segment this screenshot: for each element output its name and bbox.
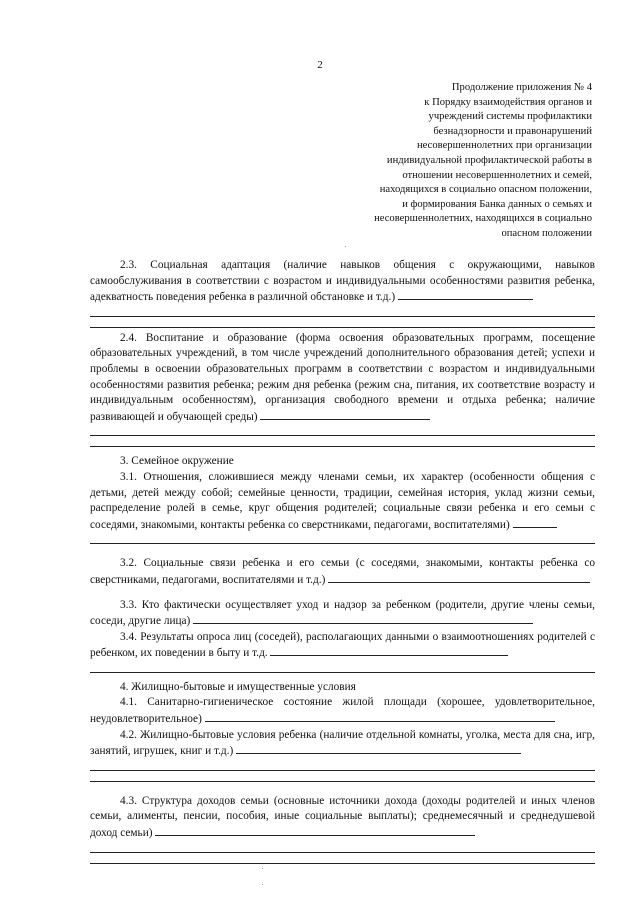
answer-line[interactable]: [90, 672, 595, 673]
section-4-2-text: 4.2. Жилищно-бытовые условия ребенка (наличие отдельной комнаты, уголка, места для сна, игр, занятий, игрушек, книг и т.д.): [90, 728, 595, 758]
section-4-1-text: 4.1. Санитарно-гигиеническое состояние жилой площади (хорошее, удовлетворительное, неудовлетворительное): [90, 696, 595, 726]
answer-field[interactable]: [205, 711, 555, 722]
answer-field[interactable]: [398, 289, 533, 300]
header-line: и формирования Банка данных о семьях и: [402, 198, 592, 210]
header-line: индивидуальной профилактической работы в: [386, 154, 592, 166]
section-3-2: [90, 556, 595, 588]
answer-line[interactable]: [90, 770, 595, 771]
header-line: учреждений системы профилактики: [428, 111, 592, 123]
section-3-4-text: 3.4. Результаты опроса лиц (соседей), располагающих данными о взаимоотношениях родителей с ребенком, их поведении в быту и т.д.: [90, 630, 595, 660]
header-line: безнадзорности и правонарушений: [433, 125, 592, 137]
scan-speck: [262, 868, 263, 869]
section-3-2-text: 3.2. Социальные связи ребенка и его семьи (с соседями, знакомыми, контакты ребенка со сверстниками, педагогами, воспитателями и т.д.): [90, 557, 595, 586]
answer-line[interactable]: [90, 863, 595, 864]
header-line: опасном положении: [501, 227, 592, 239]
header-line: к Порядку взаимодействия органов и: [424, 96, 592, 108]
section-4-title: 4. Жилищно-бытовые и имущественные условия: [120, 680, 356, 693]
answer-line[interactable]: [90, 327, 595, 328]
section-3-3: [90, 598, 595, 630]
scan-speck: [262, 884, 263, 885]
form-body: [90, 258, 595, 867]
section-2-3-text: 2.3. Социальная адаптация (наличие навыков общения с окружающими, навыков самообслуживания в соответствии с возрастом и индивидуальными особенностями развития ребенка, адекватность поведения ребенка в различной обстановке и т.д.): [90, 259, 595, 304]
appendix-header: [292, 81, 592, 242]
section-3-1: [90, 470, 595, 533]
section-3-4: [90, 630, 595, 662]
answer-line[interactable]: [90, 781, 595, 782]
answer-line[interactable]: [90, 852, 595, 853]
answer-field[interactable]: [260, 409, 430, 420]
header-line: находящихся в социально опасном положении,: [379, 184, 592, 196]
section-3-1-text: 3.1. Отношения, сложившиеся между членами семьи, их характер (особенности общения с детьми, детей между собой; семейные ценности, традиции, семейная история, уклад жизни семьи, распределение ролей в семье, круг общения родителей; социальные связи ребенка и его семьи с соседями, знакомыми, контакты ребенка со сверстниками, педагогами, воспитателями): [90, 470, 595, 531]
answer-field[interactable]: [513, 517, 557, 528]
answer-line[interactable]: [90, 316, 595, 317]
section-4-3-text: 4.3. Структура доходов семьи (основные источники дохода (доходы родителей и иных членов семьи, алименты, пенсии, пособия, иные социальные выплаты); среднемесячный и среднедушевой доход семьи): [90, 794, 595, 840]
section-4-1: [90, 695, 595, 727]
answer-field[interactable]: [193, 613, 533, 624]
section-2-4-text: 2.4. Воспитание и образование (форма освоения образовательных программ, посещение образовательных учреждений, в том числе учреждений дополнительного образования детей; успехи и проблемы в освоении образовательных программ в соответствии с возрастом и индивидуальными особенностями развития ребенка; режим дня ребенка (режим сна, питания, их соответствие возрасту и индивидуальным особенностям), организация свободного времени и отдыха ребенка; наличие развивающей и обучающей среды): [90, 331, 595, 423]
answer-line[interactable]: [90, 435, 595, 436]
answer-field[interactable]: [328, 572, 590, 583]
header-line: Продолжение приложения № 4: [451, 82, 592, 93]
page-number: 2: [317, 59, 323, 71]
scan-speck: [345, 246, 346, 247]
section-2-3: [90, 258, 595, 306]
section-2-4: [90, 331, 595, 426]
answer-field[interactable]: [270, 645, 508, 656]
answer-field[interactable]: [155, 825, 475, 836]
header-line: отношении несовершеннолетних и семей,: [402, 169, 592, 181]
answer-line[interactable]: [90, 543, 595, 544]
section-3-title: 3. Семейное окружение: [120, 455, 234, 468]
header-line: несовершеннолетних при организации: [417, 140, 592, 152]
section-4-2: [90, 728, 595, 760]
section-3-3-text: 3.3. Кто фактически осуществляет уход и надзор за ребенком (родители, другие члены семьи, соседи, другие лица): [90, 598, 595, 628]
answer-line[interactable]: [90, 446, 595, 447]
answer-field[interactable]: [236, 743, 521, 754]
section-4-3: [90, 794, 595, 842]
header-line: несовершеннолетних, находящихся в социально: [374, 213, 592, 225]
